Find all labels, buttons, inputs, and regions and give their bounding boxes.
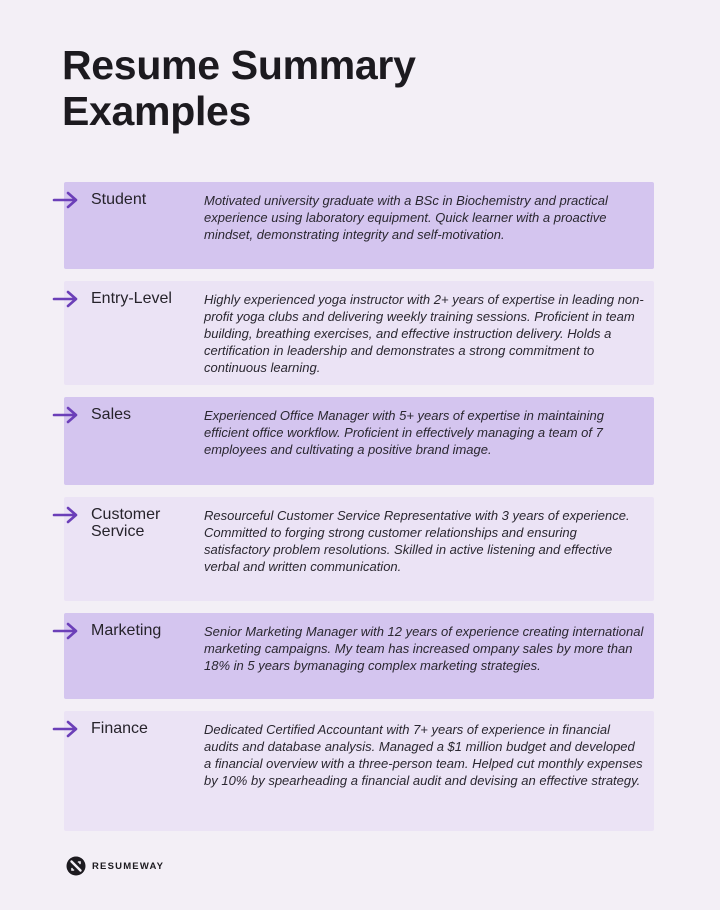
example-description: Motivated university graduate with a BSc in Biochemistry and practical experience using laboratory equipment. Quick learner with a proactive mindset, demonstrating integrity and self-motivation. xyxy=(204,193,608,242)
example-description: Highly experienced yoga instructor with 2+ years of expertise in leading non-profit yoga clubs and delivering weekly training sessions. Proficient in team building, breathing exercises, and effective instruction delivery. Holds a certification in leadership and demonstrates a strong commitment to continuous learning. xyxy=(204,292,644,375)
example-row-sales xyxy=(64,397,654,485)
page-title xyxy=(62,42,662,134)
arrow-right-icon xyxy=(52,405,80,425)
arrow-right-icon xyxy=(52,505,80,525)
example-row-entry-level xyxy=(64,281,654,385)
example-row-finance xyxy=(64,711,654,831)
arrow-right-icon xyxy=(52,289,80,309)
page-title-line-1: Resume Summary xyxy=(62,42,416,88)
example-row-marketing xyxy=(64,613,654,699)
arrow-right-icon xyxy=(52,190,80,210)
example-label: Sales xyxy=(91,406,132,423)
example-description: Experienced Office Manager with 5+ years of expertise in maintaining efficient office workflow. Proficient in effectively managing a team of 7 employees and cultivating a positive brand image. xyxy=(204,408,604,457)
example-description: Resourceful Customer Service Representative with 3 years of experience. Committed to forging strong customer relationships and ensuring satisfactory problem resolutions. Skilled in active listening and effective verbal and written communication. xyxy=(204,508,630,574)
example-description: Dedicated Certified Accountant with 7+ years of experience in financial audits and database analysis. Managed a $1 million budget and developed a financial overview with a three-person team. Helped cut monthly expenses by 10% by spearheading a financial audit and devising an effective strategy. xyxy=(204,722,643,788)
resumeway-logo-icon xyxy=(66,856,86,876)
example-label: Finance xyxy=(91,720,148,737)
example-row-student xyxy=(64,182,654,269)
arrow-right-icon xyxy=(52,719,80,739)
example-label: Customer Service xyxy=(91,506,161,540)
example-description: Senior Marketing Manager with 12 years of experience creating international marketing campaigns. My team has increased ompany sales by more than 18% in 5 years bymanaging complex marketing strategies. xyxy=(204,624,644,673)
page-title-line-2: Examples xyxy=(62,88,252,134)
example-row-customer-service xyxy=(64,497,654,601)
example-label: Marketing xyxy=(91,622,162,639)
example-label: Entry-Level xyxy=(91,290,172,307)
example-label: Student xyxy=(91,191,147,208)
brand-name: RESUMEWAY xyxy=(92,860,165,872)
brand-footer xyxy=(66,856,164,876)
arrow-right-icon xyxy=(52,621,80,641)
